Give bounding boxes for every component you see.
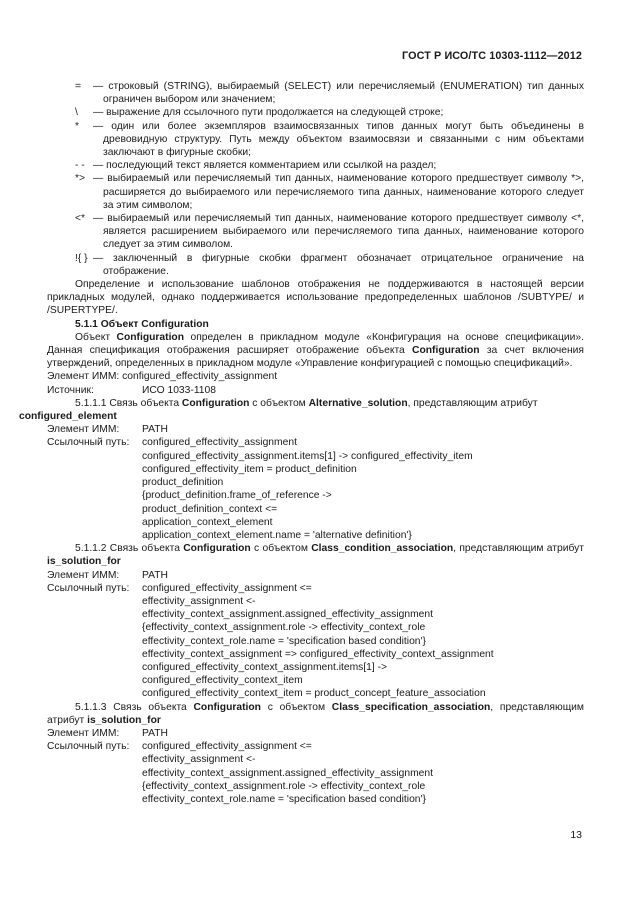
- entity-name: Configuration: [412, 345, 480, 357]
- entity-name: Configuration: [181, 397, 250, 409]
- symbol-definitions-list: [47, 80, 584, 278]
- definition-dash: —: [93, 107, 104, 119]
- subsection-text: с объектом: [249, 397, 309, 409]
- entity-name: Class_condition_association: [311, 543, 454, 555]
- intro-paragraph: Определение и использование шаблонов отображения не поддерживаются в настоящей версии прикладных модулей, однако поддерживается использование предопределенных шаблонов /SUBTYPE/ и /SUPERTYPE/.: [47, 279, 584, 317]
- path-line: configured_effectivity_assignment: [142, 437, 297, 449]
- subsection-heading: [47, 701, 584, 727]
- definition-text: выражение для ссылочного пути продолжается на следующей строке;: [106, 107, 444, 119]
- definition-item: [47, 212, 584, 252]
- definition-symbol: *: [75, 120, 80, 132]
- imm-element-line: [47, 370, 584, 383]
- path-line: {effectivity_context_assignment.role -> effectivity_context_role: [142, 780, 426, 792]
- definition-dash: —: [93, 81, 104, 92]
- reference-path-label: Ссылочный путь:: [47, 437, 130, 449]
- subsection-heading: [47, 542, 584, 568]
- entity-name: Alternative_solution: [308, 397, 408, 409]
- definition-symbol: \: [75, 107, 78, 119]
- definition-text: один или более экземпляров взаимосвязанных типов данных могут быть объединены в древовидную структуру. Путь между объектом взаимосвязи и связанными с ним объектами заключают в фигурные скобки;: [103, 120, 584, 159]
- definition-dash: —: [93, 173, 104, 185]
- subsection-number: 5.1.1.2 Связь объекта: [75, 543, 184, 555]
- path-line: product_definition: [142, 477, 224, 489]
- path-line: configured_effectivity_context_assignment.items[1] ->: [142, 661, 388, 673]
- imm-value: PATH: [142, 569, 168, 581]
- attribute-name: is_solution_for: [47, 556, 121, 568]
- definition-text: заключенный в фигурные скобки фрагмент обозначает отрицательное ограничение на отображение.: [103, 252, 584, 277]
- para-text: за счет включения утверждений, определенных в прикладном модуле «Управление конфигурацией с помощью спецификаций».: [47, 345, 584, 370]
- definition-item: [47, 80, 584, 106]
- attribute-name: is_solution_for: [87, 714, 161, 726]
- definition-text: последующий текст является комментарием или ссылкой на раздел;: [106, 160, 437, 172]
- path-line: {product_definition.frame_of_reference ->: [142, 490, 332, 502]
- subsection-text: с объектом: [250, 543, 312, 555]
- subsection-text: , представляющим атрибут: [453, 543, 584, 555]
- definition-dash: —: [93, 160, 104, 172]
- path-line: configured_effectivity_item = product_definition: [142, 463, 357, 475]
- imm-label: Элемент ИММ:: [47, 727, 120, 739]
- subsection-text: , представляющим атрибут: [407, 397, 538, 409]
- path-line: effectivity_context_assignment.assigned_effectivity_assignment: [142, 609, 433, 621]
- imm-label: Элемент ИММ:: [47, 424, 120, 436]
- definition-symbol: - -: [75, 160, 85, 172]
- path-line: {effectivity_context_assignment.role -> effectivity_context_role: [142, 622, 426, 634]
- path-line: configured_effectivity_assignment <=: [142, 741, 312, 753]
- definition-dash: —: [93, 252, 104, 264]
- definition-symbol: <*: [75, 213, 86, 225]
- path-line: configured_effectivity_context_item: [142, 675, 303, 687]
- path-line: effectivity_context_role.name = 'specification based condition'}: [142, 635, 426, 647]
- definition-item: [47, 120, 584, 160]
- definition-symbol: !{ }: [75, 252, 88, 264]
- definition-item: [47, 172, 584, 212]
- definition-text: выбираемый или перечисляемый тип данных, наименование которого предшествует символу <*, является расширением выбираемого или перечисляемого типа данных, наименование которого следует за этим символом.: [103, 213, 584, 251]
- section-heading: 5.1.1 Объект Configuration: [75, 318, 209, 330]
- subsection-number: 5.1.1.1 Связь объекта: [75, 397, 182, 409]
- standard-header: ГОСТ Р ИСО/ТС 10303-1112—2012: [402, 50, 582, 62]
- imm-path-line: [47, 423, 584, 436]
- entity-name: Class_specification_association: [331, 701, 491, 713]
- source-label: Источник:: [47, 384, 94, 396]
- path-line: configured_effectivity_context_item = product_concept_feature_association: [142, 688, 486, 700]
- imm-value: PATH: [142, 727, 168, 739]
- path-line: effectivity_context_role.name = 'specification based condition'}: [142, 793, 426, 805]
- imm-path-line: [47, 569, 584, 582]
- definition-symbol: =: [75, 81, 82, 92]
- path-line: configured_effectivity_assignment <=: [142, 582, 312, 594]
- path-line: application_context_element.name = 'alternative definition'}: [142, 529, 412, 541]
- page-number: 13: [570, 829, 582, 841]
- para-text: Объект: [75, 331, 117, 343]
- reference-path-block: [47, 740, 584, 806]
- reference-path-label: Ссылочный путь:: [47, 741, 130, 753]
- imm-label: Элемент ИММ:: [47, 371, 120, 383]
- imm-value: PATH: [142, 424, 168, 436]
- reference-path-block: [47, 436, 584, 542]
- source-value: ИСО 1033-1108: [142, 384, 216, 396]
- path-line: application_context_element: [142, 516, 273, 528]
- definition-item: [47, 106, 584, 119]
- imm-label: Элемент ИММ:: [47, 569, 120, 581]
- imm-value: configured_effectivity_assignment: [122, 371, 278, 383]
- source-line: [47, 384, 584, 397]
- path-line: effectivity_assignment <-: [142, 754, 256, 766]
- definition-text: выбираемый или перечисляемый тип данных, наименование которого предшествует символу *>, расширяется до выбираемого или перечисляемого типа данных, наименование которого следует за этим символом;: [103, 173, 584, 211]
- section-paragraph: [47, 331, 584, 371]
- para-text: определен в прикладном модуле «Конфигурация на основе спецификации». Данная спецификация отображения расширяет отображение объекта: [47, 331, 584, 357]
- definition-item: [47, 159, 584, 172]
- definition-dash: —: [93, 120, 104, 132]
- entity-name: Configuration: [193, 701, 261, 713]
- subsection-heading: [19, 397, 584, 423]
- entity-name: Configuration: [116, 331, 185, 343]
- definition-symbol: *>: [75, 173, 86, 185]
- reference-path-label: Ссылочный путь:: [47, 582, 130, 594]
- imm-path-line: [47, 727, 584, 740]
- definition-dash: —: [93, 213, 104, 225]
- subsection-text: , представляющим атрибут: [47, 701, 585, 726]
- entity-name: Configuration: [183, 543, 251, 555]
- subsection-number: 5.1.1.3 Связь объекта: [75, 701, 194, 713]
- path-line: effectivity_context_assignment => configured_effectivity_context_assignment: [142, 648, 494, 660]
- definition-item: [47, 252, 584, 278]
- path-line: product_definition_context <=: [142, 503, 278, 515]
- attribute-name: configured_element: [19, 411, 117, 423]
- subsection-text: с объектом: [260, 701, 332, 713]
- reference-path-block: [47, 582, 584, 701]
- path-line: configured_effectivity_assignment.items[1] -> configured_effectivity_item: [142, 450, 473, 462]
- path-line: effectivity_assignment <-: [142, 595, 256, 607]
- path-line: effectivity_context_assignment.assigned_effectivity_assignment: [142, 767, 433, 779]
- page-content: [19, 80, 585, 806]
- definition-text: строковый (STRING), выбираемый (SELECT) или перечисляемый (ENUMERATION) тип данных ограничен выбором или значением;: [103, 81, 584, 106]
